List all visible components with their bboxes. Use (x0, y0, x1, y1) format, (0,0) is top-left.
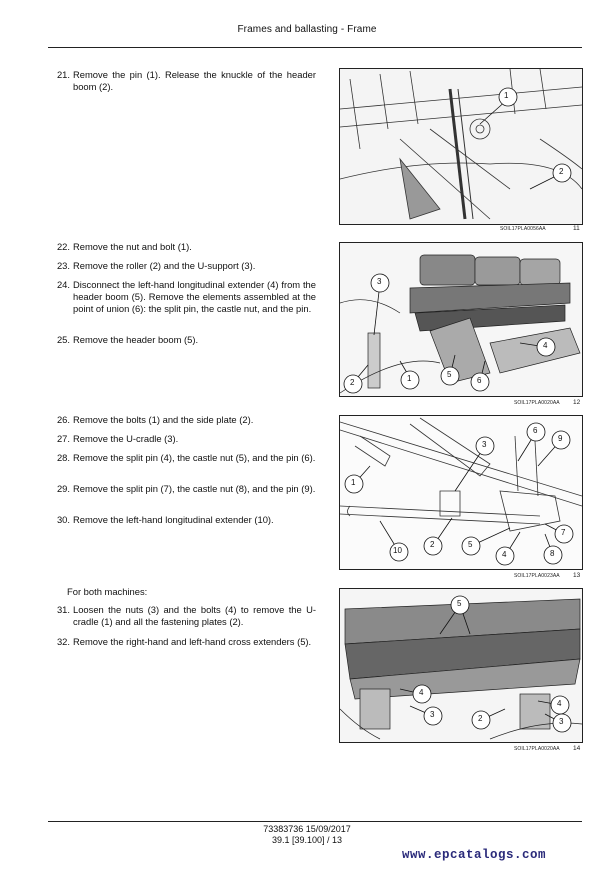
figure-14-callout-4b: 4 (557, 699, 562, 708)
figure-13-callout-8: 8 (550, 549, 555, 558)
figure-11-number: 11 (573, 225, 580, 232)
figure-14-callout-5: 5 (457, 599, 462, 608)
figure-13-callout-2: 2 (430, 540, 435, 549)
figure-14-illustration (340, 589, 582, 742)
step-number: 30. (56, 514, 70, 525)
figure-13-callout-3: 3 (482, 440, 487, 449)
figure-12-callout-2: 2 (350, 378, 355, 387)
figure-12-callout-3: 3 (377, 277, 382, 286)
step-number: 29. (56, 483, 70, 494)
step-number: 24. (56, 279, 70, 290)
figure-12-number: 12 (573, 399, 581, 406)
step-text: Remove the U-cradle (3). (73, 433, 179, 444)
figure-14-callout-2: 2 (478, 714, 483, 723)
step-text: Remove the split pin (7), the castle nut (8), and the pin (9). (73, 483, 316, 494)
step-text: Remove the right-hand and left-hand cross extenders (5). (73, 636, 312, 647)
figure-13 (339, 415, 583, 570)
figure-12-callout-5: 5 (447, 370, 452, 379)
figure-13-callout-4: 4 (502, 550, 507, 559)
step-text: Disconnect the left-hand longitudinal extender (4) from the header boom (5). Remove the elements assembled at the point of union (6): the split pin, the castle nut, and the pin. (73, 279, 316, 314)
watermark-url: www.epcatalogs.com (402, 848, 547, 862)
step-text: Remove the nut and bolt (1). (73, 241, 192, 252)
figure-11 (339, 68, 583, 225)
step-number: 28. (56, 452, 70, 463)
step-number: 22. (56, 241, 70, 252)
figure-11-callout-2: 2 (559, 167, 564, 176)
footer-doc-code: 73383736 15/09/2017 (263, 824, 351, 834)
figure-12 (339, 242, 583, 397)
footer-rule (48, 821, 582, 822)
figure-13-code: SOIL17PLA0023AA (514, 573, 560, 579)
step-number: 21. (56, 69, 70, 80)
both-machines-label: For both machines: (67, 586, 148, 597)
step-21 (48, 69, 316, 93)
step-30 (48, 514, 316, 526)
step-22 (48, 241, 316, 253)
figure-14-callout-4a: 4 (419, 688, 424, 697)
figure-13-callout-7: 7 (561, 528, 566, 537)
figure-13-callout-10: 10 (393, 546, 402, 555)
step-text: Remove the roller (2) and the U-support (3). (73, 260, 256, 271)
step-25 (48, 334, 316, 346)
step-27 (48, 433, 316, 445)
step-23 (48, 260, 316, 272)
step-32 (48, 636, 316, 648)
figure-13-callout-1: 1 (351, 478, 356, 487)
step-number: 32. (56, 636, 70, 647)
figure-13-callout-5: 5 (468, 540, 473, 549)
step-31 (48, 604, 316, 628)
figure-14-callout-3b: 3 (559, 717, 564, 726)
step-number: 25. (56, 334, 70, 345)
figure-13-illustration (340, 416, 582, 569)
step-29 (48, 483, 316, 495)
figure-12-callout-6: 6 (477, 376, 482, 385)
figure-12-illustration (340, 243, 582, 396)
figure-12-code: SOIL17PLA0020AA (514, 400, 560, 406)
figure-14-callout-3a: 3 (430, 710, 435, 719)
figure-13-number: 13 (573, 572, 581, 579)
step-24 (48, 279, 316, 315)
step-text: Remove the split pin (4), the castle nut (5), and the pin (6). (73, 452, 316, 463)
step-number: 27. (56, 433, 70, 444)
page-header-title: Frames and ballasting - Frame (237, 24, 377, 35)
figure-11-code: SOIL17PLA0056AA (500, 226, 546, 232)
figure-11-callout-1: 1 (504, 91, 509, 100)
step-text: Remove the left-hand longitudinal extender (10). (73, 514, 274, 525)
figure-14 (339, 588, 583, 743)
figure-14-code: SOIL17PLA0020AA (514, 746, 560, 752)
figure-11-illustration (340, 69, 582, 224)
figure-12-callout-4: 4 (543, 341, 548, 350)
figure-13-callout-6: 6 (533, 426, 538, 435)
header-rule (48, 47, 582, 48)
figure-12-callout-1: 1 (407, 374, 412, 383)
step-text: Remove the header boom (5). (73, 334, 199, 345)
figure-13-callout-9: 9 (558, 434, 563, 443)
step-28 (48, 452, 316, 464)
figure-14-number: 14 (573, 745, 581, 752)
step-text: Remove the bolts (1) and the side plate (2). (73, 414, 254, 425)
step-text: Remove the pin (1). Release the knuckle of the header boom (2). (73, 69, 316, 92)
step-number: 23. (56, 260, 70, 271)
step-number: 31. (56, 604, 70, 615)
step-text: Loosen the nuts (3) and the bolts (4) to remove the U-cradle (1) and all the fastening plates (2). (73, 604, 316, 627)
footer-page-ref: 39.1 [39.100] / 13 (271, 835, 343, 845)
step-26 (48, 414, 316, 426)
step-number: 26. (56, 414, 70, 425)
